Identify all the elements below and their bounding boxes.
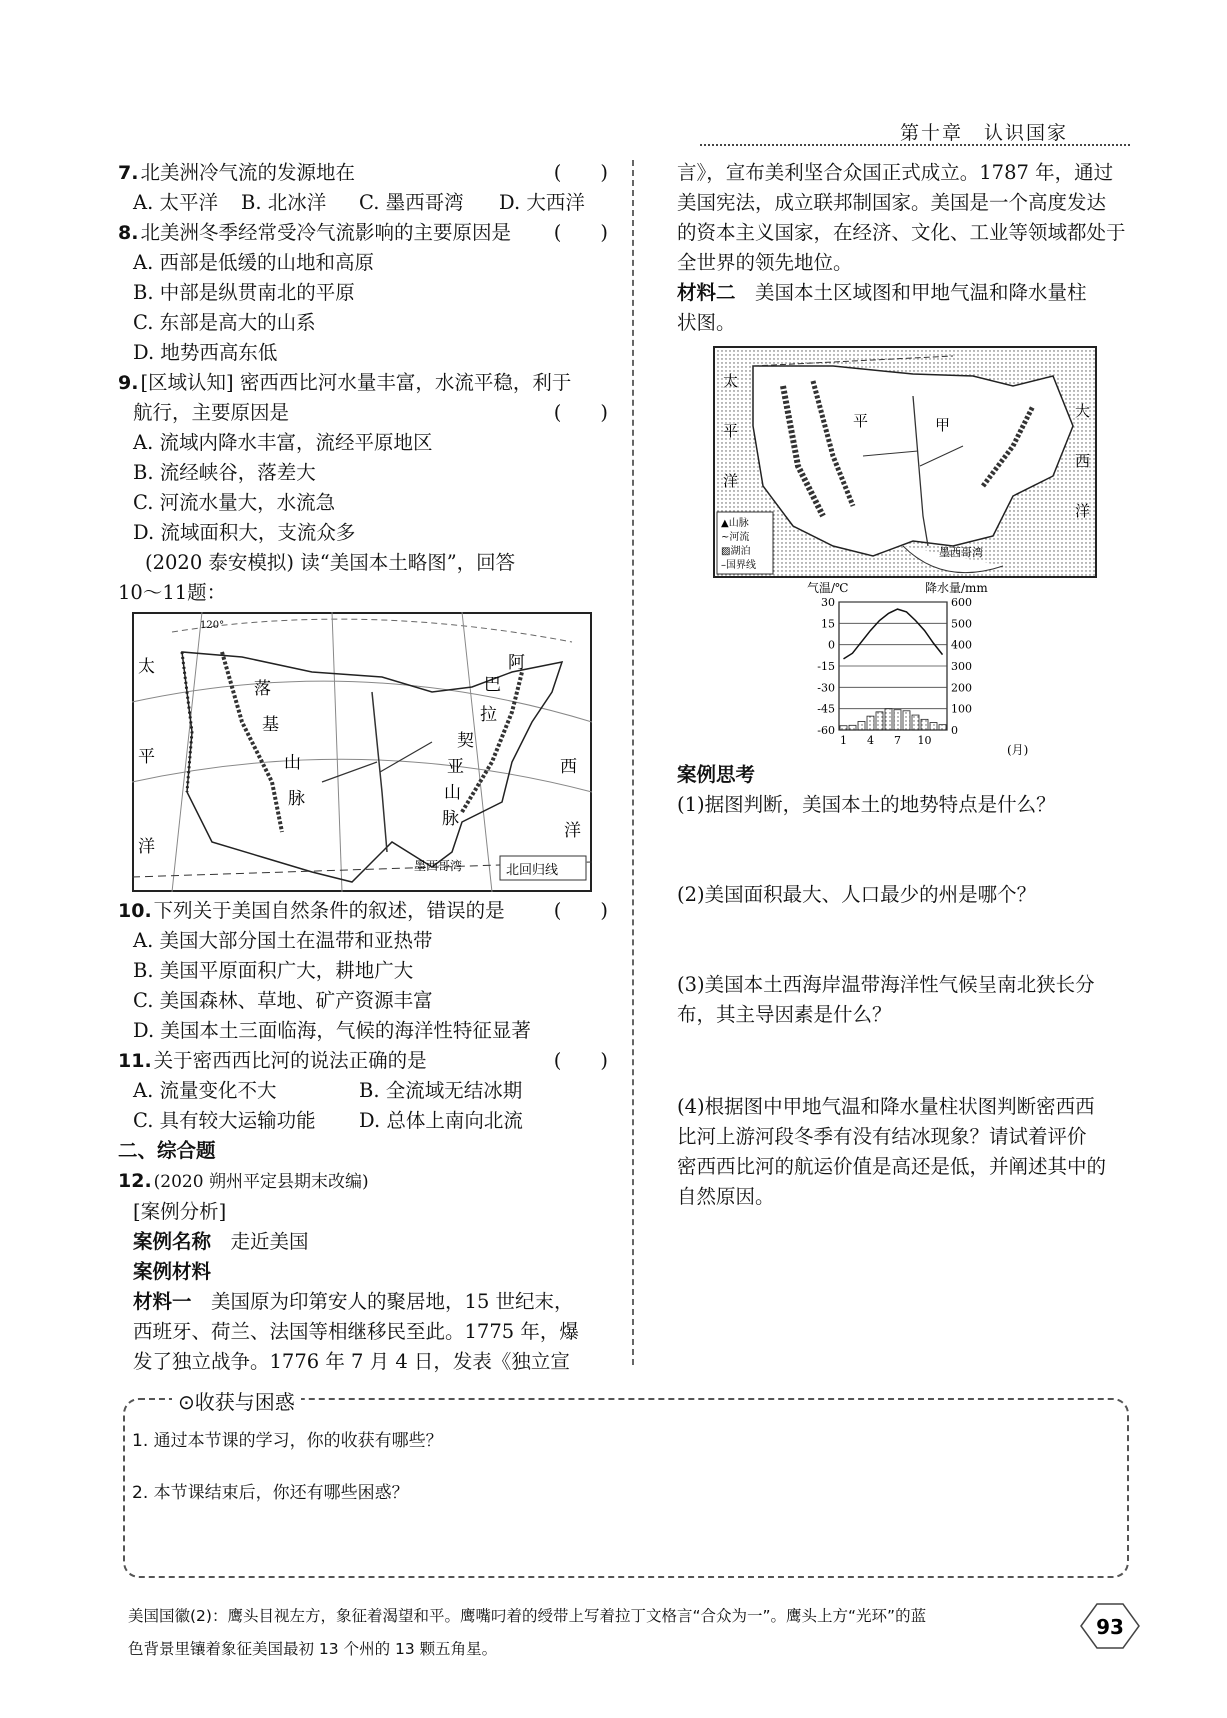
precip-tick-label: 500 [951,617,972,631]
intro-line: (2020 泰安模拟) 读“美国本土略图”，回答 [145,551,516,574]
temp-tick-label: -45 [817,702,835,716]
temp-axis-title: 气温/℃ [807,581,849,595]
option[interactable]: B. 流经峡谷，落差大 [133,461,316,484]
temp-tick-label: -15 [817,660,835,673]
section-title: 二、综合题 [118,1139,216,1162]
precip-tick-label: 400 [951,638,972,652]
map-label: 阿 [508,653,525,673]
option[interactable]: C. 美国森林、草地、矿产资源丰富 [133,989,433,1012]
map-label: 山 [284,753,301,773]
option[interactable]: A. 西部是低缓的山地和高原 [133,251,374,274]
map-label: 120° [200,620,225,631]
map-label: 太 [138,657,155,677]
left-column: 7. 北美洲冷气流的发源地在 ( ) A. 太平洋 B. 北冰洋 C. 墨西哥湾 D. 大西洋 8. 北美洲冬季经常受冷气流影响的主要原因是 ( ) A. 西部是低缓的山地和高原 B. 中部是纵贯南北的平原 C. 东部是高大的山系 D. 地势西高东低 9. [区域认知] 密西西比河水量丰富，水流平稳，利于 航行，主要原因是 ( ) A. 流域内降水丰富，流经平原地区 B. 流经峡谷，落差大 C. 河流水量大，水流急 D. 流域面积大，支流众多 (2020 泰安模拟) 读“美国本土略图”，回答 10～11题： 120° 太 平 洋 落 基 山 脉 阿 巴 拉 契 亚 山 脉 西 洋 墨西哥湾 北回归线 10. 下列关于美国自然条件的叙述，错误的是 ( ) A. 美国大部分国土在温带和亚热带 B. 美国平原面积广大，耕地广大 C. 美国森林、草地、矿产资源丰富 D. 美国本土三面临海，气候的海洋性特征显著 11. 关于密西西比河的说法正确的是 ( ) A. 流量变化不大 B. 全流域无结冰期 C. 具有较大运输功能 D. 总体上南向北流 二、综合题 12. (2020 朔州平定县期末改编) [案例分析] 案例名称 走近美国 案例材料 材料一 美国原为印第安人的聚居地，15 世纪末， 西班牙、荷兰、法国等相继移民至此。1775 年，爆 发了独立战争。1776 年 7 月 4 日，发表《独立宣 [118,158,608,1377]
map-label: 亚 [447,757,464,777]
usa-map-2 [713,346,1097,578]
temp-tick-label: 0 [828,638,835,652]
footer-note: 美国国徽(2)：鹰头目视左方，象征着渴望和平。鹰嘴叼着的绶带上写着拉丁文格言“合众为一”。鹰头上方“光环”的蓝 色背景里镶着象征美国最初 13 个州的 13 颗五角星。 [128,1607,927,1658]
answer-paren[interactable]: ( ) [553,899,608,922]
option[interactable]: B. 全流域无结冰期 [359,1079,523,1102]
question-8: 8. 北美洲冬季经常受冷气流影响的主要原因是 ( ) [118,218,608,248]
q7-options [118,188,608,218]
precip-bar [876,712,883,730]
page-number-badge [1075,1598,1145,1654]
map-label: 北回归线 [506,863,559,878]
map-label: 大 [1075,402,1091,420]
map-label: 平 [138,747,155,767]
reflection-question-1[interactable]: 1. 通过本节课的学习，你的收获有哪些？ [132,1431,443,1451]
sub-question-2: (2)美国面积最大、人口最少的州是哪个？ [677,883,1037,906]
sub-question-3: (3)美国本土西海岸温带海洋性气候呈南北狭长分 [677,973,1095,996]
answer-paren[interactable]: ( ) [553,1049,608,1072]
sub-question-1: (1)据图判断，美国本土的地势特点是什么？ [677,793,1056,816]
precip-tick-label: 0 [951,724,958,737]
map-label: 平 [723,422,739,440]
precip-axis-title: 降水量/mm [925,581,988,595]
map-label: 甲 [935,416,951,434]
option[interactable]: D. 美国本土三面临海，气候的海洋性特征显著 [133,1019,531,1042]
header-divider [700,144,1130,146]
answer-paren[interactable]: ( ) [553,161,608,184]
precip-bar [921,719,928,730]
precip-tick-label: 600 [951,596,972,609]
option[interactable]: C. 河流水量大，水流急 [133,491,336,514]
month-tick-label: 7 [894,734,901,747]
reflection-question-2[interactable]: 2. 本节课结束后，你还有哪些困惑？ [132,1483,409,1503]
temp-tick-label: 30 [821,596,835,609]
map-label: 西 [1075,452,1091,470]
chapter-header: 第十章 认识国家 [900,122,1069,144]
question-7: 7. 北美洲冷气流的发源地在 ( ) [118,158,608,188]
legend-item: ~河流 [721,532,750,543]
temp-tick-label: 15 [821,617,835,631]
precip-bar [912,715,919,730]
map-label: 洋 [723,472,739,490]
map-label: 洋 [564,821,581,841]
map-label: 基 [262,715,279,735]
map-label: 山 [444,783,461,803]
case-material-label: 案例材料 [133,1260,212,1283]
option[interactable]: B. 美国平原面积广大，耕地广大 [133,959,414,982]
option[interactable]: B. 北冰洋 [241,191,327,214]
month-unit: (月) [1007,743,1029,757]
option[interactable]: B. 中部是纵贯南北的平原 [133,281,355,304]
map-label: 落 [254,679,271,699]
legend-item: ▲山脉 [721,518,749,529]
legend-item: ▨湖泊 [721,546,751,557]
legend-item: –国界线 [721,560,756,571]
option[interactable]: C. 具有较大运输功能 [133,1109,316,1132]
case-thinking-title: 案例思考 [677,763,756,786]
option[interactable]: D. 总体上南向北流 [359,1109,523,1132]
sub-question-4: (4)根据图中甲地气温和降水量柱状图判断密西西 [677,1095,1095,1118]
answer-paren[interactable]: ( ) [553,221,608,244]
case-name: 走近美国 [230,1230,309,1253]
question-10: 10. 下列关于美国自然条件的叙述，错误的是 ( ) [118,896,608,926]
climate-chart [797,580,1057,760]
question-12: 12. (2020 朔州平定县期末改编) [118,1170,369,1192]
usa-map-1 [132,612,592,892]
map-label: 平 [853,412,869,430]
question-9: 9. [区域认知] 密西西比河水量丰富，水流平稳，利于 [118,371,572,394]
material-1-label: 材料一 [133,1290,192,1313]
precip-bar [849,725,856,730]
temp-tick-label: -30 [817,681,835,695]
precip-tick-label: 300 [951,660,972,673]
precip-bar [894,710,901,730]
map-label: 脉 [288,789,305,809]
map-label: 太 [723,372,739,390]
map-label: 洋 [1075,502,1091,520]
material-2-label: 材料二 [677,281,736,304]
option[interactable]: D. 流域面积大，支流众多 [133,521,356,544]
month-tick-label: 1 [840,734,847,747]
precip-bar [840,726,847,730]
option[interactable]: A. 流域内降水丰富，流经平原地区 [133,431,433,454]
precip-bar [903,711,910,730]
precip-tick-label: 100 [951,702,972,716]
precip-bar [885,709,892,730]
precip-bar [867,716,874,730]
map-label: 洋 [138,837,155,857]
option[interactable]: D. 大西洋 [499,191,585,214]
map-label: 拉 [480,705,497,725]
precip-bar [939,725,946,730]
map-label: 墨西哥湾 [414,859,463,873]
case-heading: [案例分析] [133,1200,227,1223]
map-label: 墨西哥湾 [939,546,983,559]
precip-bar [858,721,865,730]
month-tick-label: 4 [867,734,874,747]
map-label: 脉 [442,809,459,829]
option[interactable]: C. 墨西哥湾 [359,191,464,214]
precip-bar [930,723,937,730]
option[interactable]: D. 地势西高东低 [133,341,278,364]
map-label: 巴 [484,675,501,695]
answer-paren[interactable]: ( ) [553,401,608,424]
option[interactable]: A. 太平洋 [133,191,218,214]
question-11: 11. 关于密西西比河的说法正确的是 ( ) [118,1046,608,1076]
right-column: 言》，宣布美利坚合众国正式成立。1787 年，通过 美国宪法，成立联邦制国家。美国是一个高度发达 的资本主义国家，在经济、文化、工业等领域都处于 全世界的领先地位。 材料二 美国本土区域图和甲地气温和降水量柱 状图。 太 平 洋 平 甲 大 西 洋 墨西哥湾 ▲山脉 ~河流 ▨湖泊 –国界线 气温/℃ 降水量/mm 30 15 0 -15 -30 -45 -60 600 500 400 300 200 100 0 1 4 7 10 (月) 案例思考 (1)据图判断，美国本土的地势特点是什么？ (2)美国面积最大、人口最少的州是哪个？ (3)美国本土西海岸温带海洋性气候呈南北狭长分 布，其主导因素是什么？ (4)根据图中甲地气温和降水量柱状图判断密西西 比河上游河段冬季有没有结冰现象？请试着评价 密西西比河的航运价值是高还是低，并阐述其中的 自然原因。 [677,158,1137,1212]
precip-tick-label: 200 [951,681,972,695]
case-name-label: 案例名称 [133,1230,212,1253]
column-divider [632,160,634,1365]
reflection-title: ⊙收获与困惑 [172,1386,301,1415]
map-label: 西 [560,757,577,777]
page-number: 93 [1096,1615,1124,1639]
intro-line: 10～11题： [118,581,227,604]
temp-tick-label: -60 [817,724,835,737]
map-label: 契 [457,731,474,751]
q7-text: 北美洲冷气流的发源地在 [140,161,355,184]
option[interactable]: A. 流量变化不大 [133,1079,277,1102]
option[interactable]: C. 东部是高大的山系 [133,311,316,334]
month-tick-label: 10 [917,734,932,747]
option[interactable]: A. 美国大部分国土在温带和亚热带 [133,929,433,952]
